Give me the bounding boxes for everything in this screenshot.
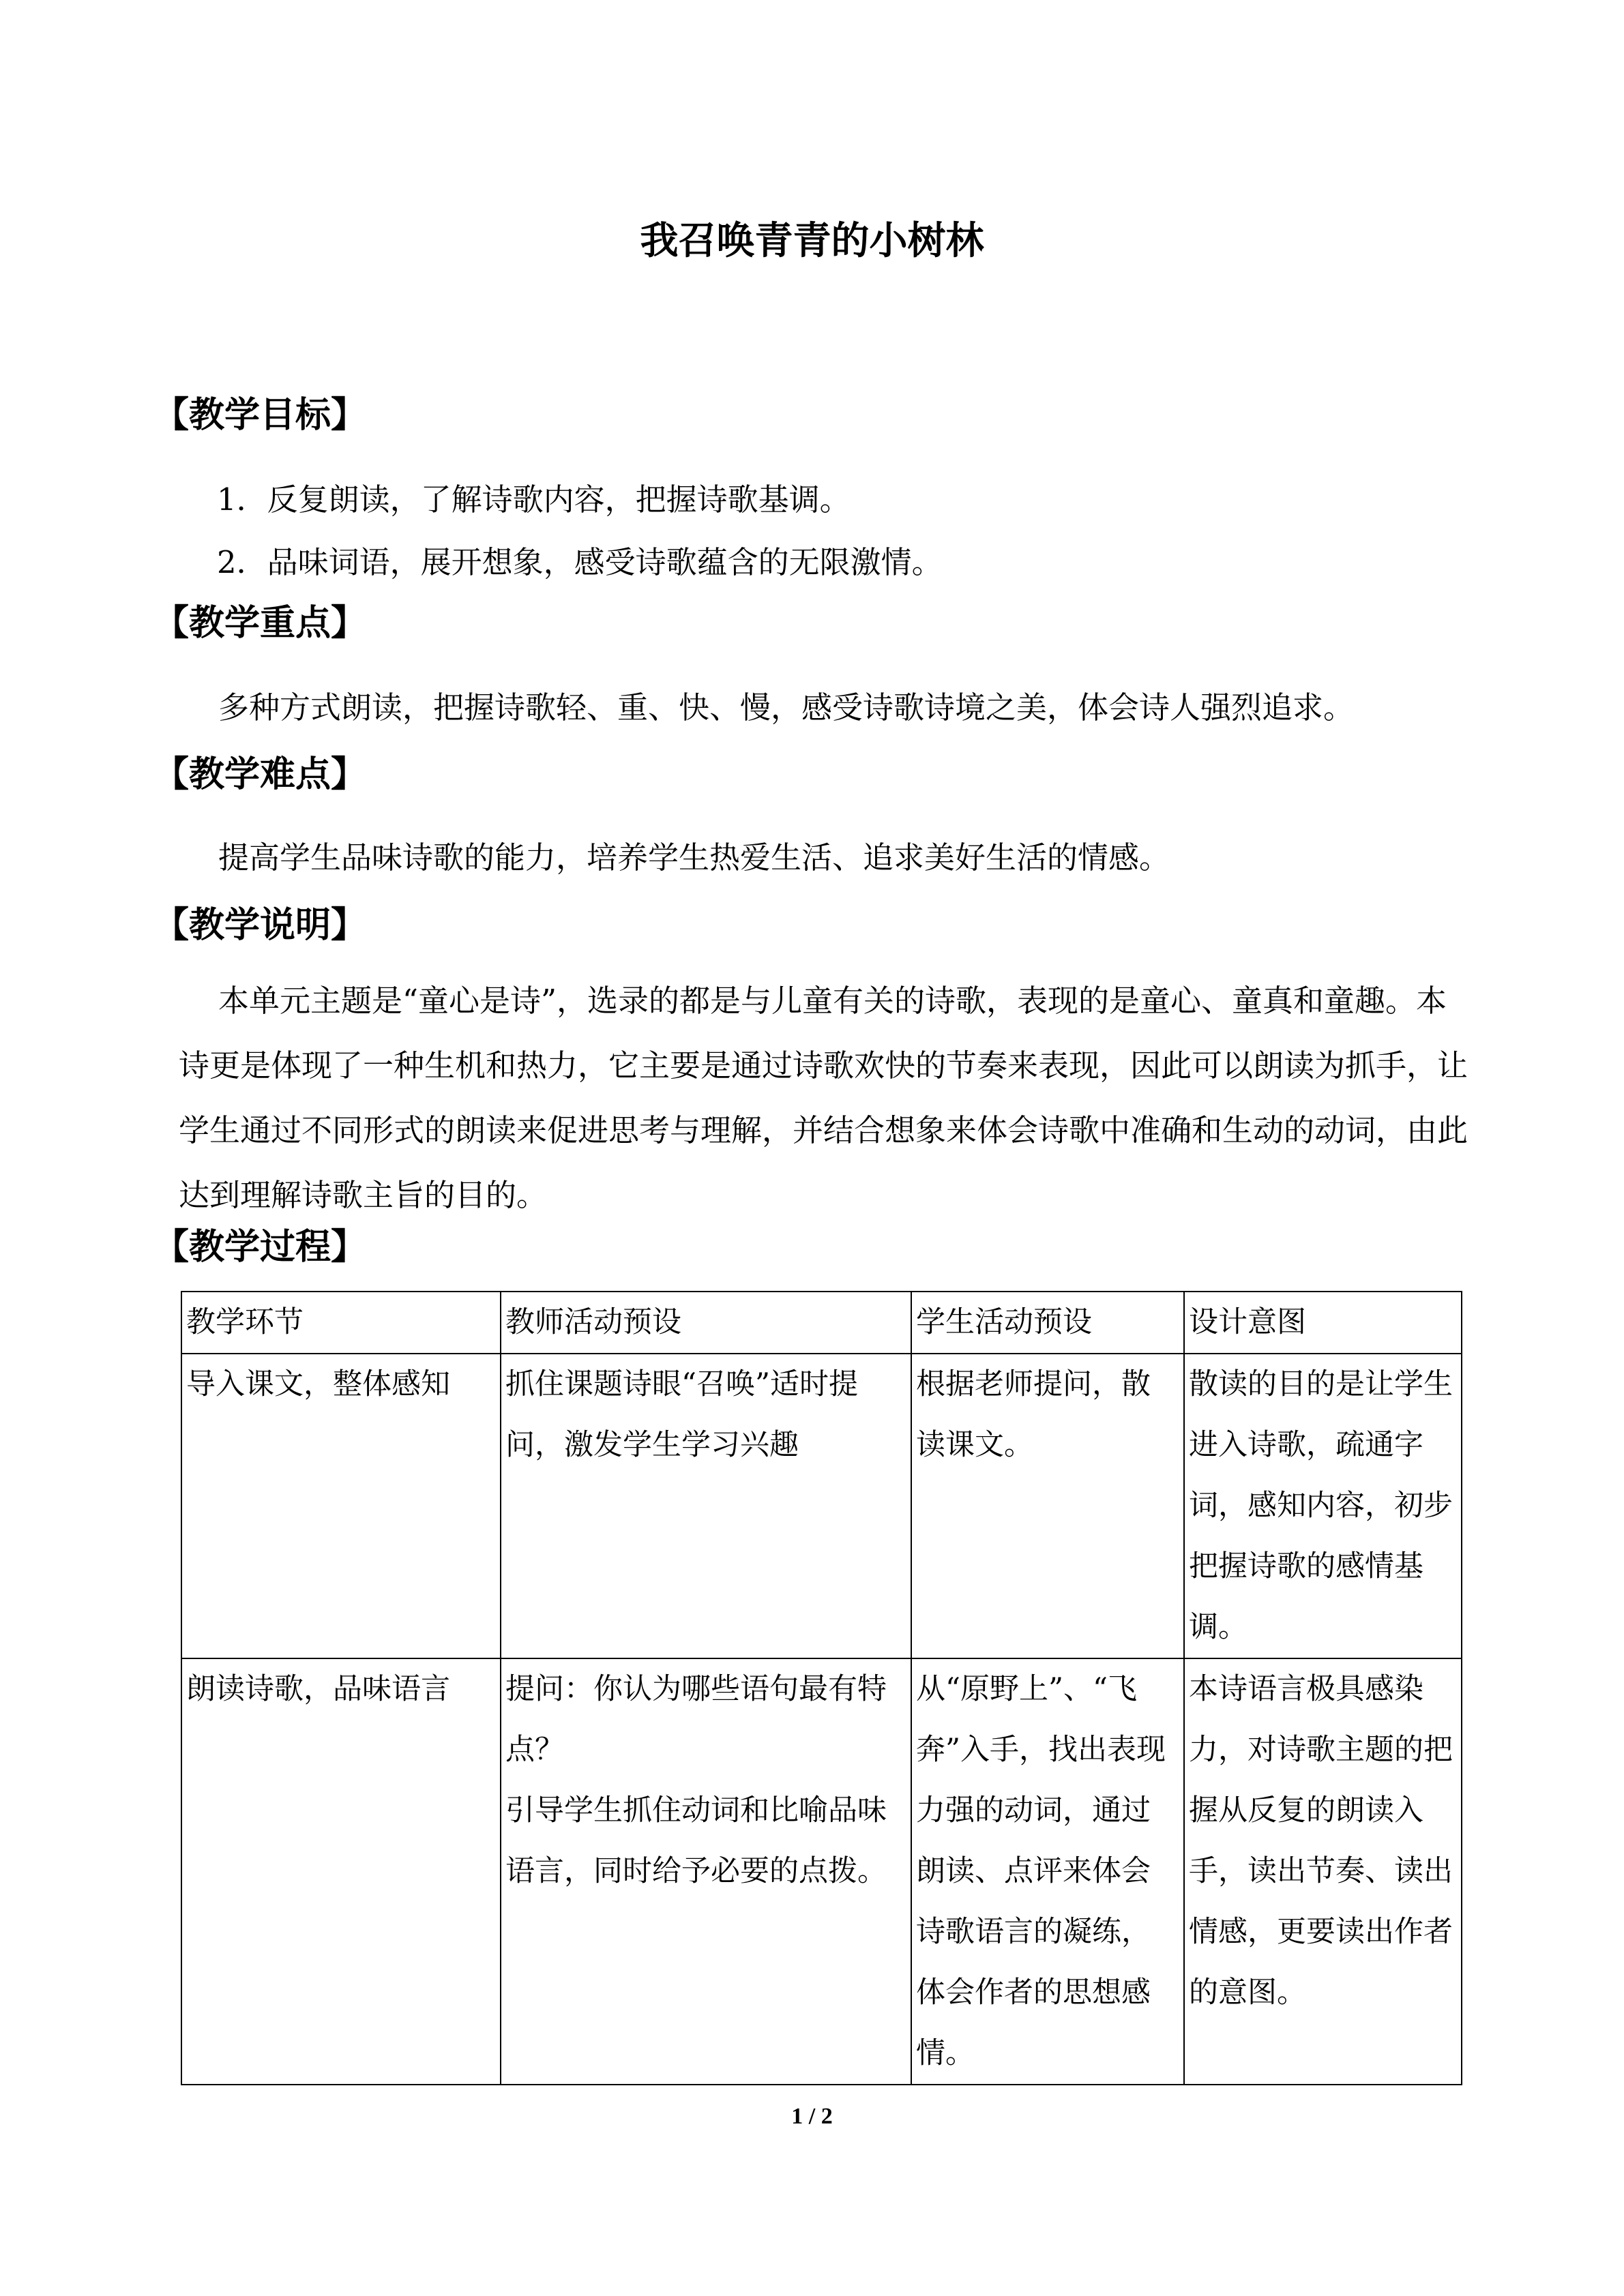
column-header: 教学环节 <box>181 1292 501 1354</box>
student-activity-cell: 从“原野上”、“飞奔”入手，找出表现力强的动词，通过朗读、点评来体会诗歌语言的凝练，体会作者的思想感情。 <box>911 1658 1184 2085</box>
goal-item-1: 1．反复朗读，了解诗歌内容，把握诗歌基调。 <box>217 481 851 518</box>
section-heading-notes: 【教学说明】 <box>153 905 367 946</box>
section-heading-difficulties: 【教学难点】 <box>153 754 367 795</box>
teacher-activity-text: 提问：你认为哪些语句最有特点？ <box>505 1672 887 1767</box>
stage-cell: 导入课文，整体感知 <box>181 1354 501 1658</box>
teacher-activity-text: 引导学生抓住动词和比喻品味语言，同时给予必要的点拨。 <box>505 1793 887 1888</box>
page-number: 1 / 2 <box>791 2104 833 2129</box>
section-heading-process: 【教学过程】 <box>153 1227 367 1268</box>
teaching-process-table <box>181 1291 1462 2085</box>
section-heading-goals: 【教学目标】 <box>153 395 367 436</box>
student-activity-cell: 根据老师提问，散读课文。 <box>911 1354 1184 1658</box>
goal-item-2: 2．品味词语，展开想象，感受诗歌蕴含的无限激情。 <box>217 544 943 580</box>
column-header: 设计意图 <box>1184 1292 1462 1354</box>
page-title: 我召唤青青的小树林 <box>640 219 984 263</box>
design-intent-cell: 散读的目的是让学生进入诗歌，疏通字词，感知内容，初步把握诗歌的感情基调。 <box>1184 1354 1462 1658</box>
notes-text: 本单元主题是“童心是诗”，选录的都是与儿童有关的诗歌，表现的是童心、童真和童趣。本诗更是体现了一种生机和热力，它主要是通过诗歌欢快的节奏来表现，因此可以朗读为抓手，让学生通过不同形式的朗读来促进思考与理解，并结合想象来体会诗歌中准确和生动的动词，由此达到理解诗歌主旨的目的。 <box>179 983 1468 1213</box>
teacher-activity-cell <box>501 1354 911 1658</box>
design-intent-cell: 本诗语言极具感染力，对诗歌主题的把握从反复的朗读入手，读出节奏、读出情感，更要读出作者的意图。 <box>1184 1658 1462 2085</box>
stage-cell: 朗读诗歌，品味语言 <box>181 1658 501 2085</box>
table-row <box>181 1354 1462 1658</box>
teacher-activity-cell <box>501 1658 911 2085</box>
column-header: 学生活动预设 <box>911 1292 1184 1354</box>
teacher-activity-text: 抓住课题诗眼“召唤”适时提问，激发学生学习兴趣 <box>505 1367 858 1462</box>
table-header-row <box>181 1292 1462 1354</box>
table-row <box>181 1658 1462 2085</box>
section-heading-key-points: 【教学重点】 <box>153 603 367 644</box>
column-header: 教师活动预设 <box>501 1292 911 1354</box>
difficulties-text: 提高学生品味诗歌的能力，培养学生热爱生活、追求美好生活的情感。 <box>218 839 1170 876</box>
key-points-text: 多种方式朗读，把握诗歌轻、重、快、慢，感受诗歌诗境之美，体会诗人强烈追求。 <box>218 689 1355 726</box>
